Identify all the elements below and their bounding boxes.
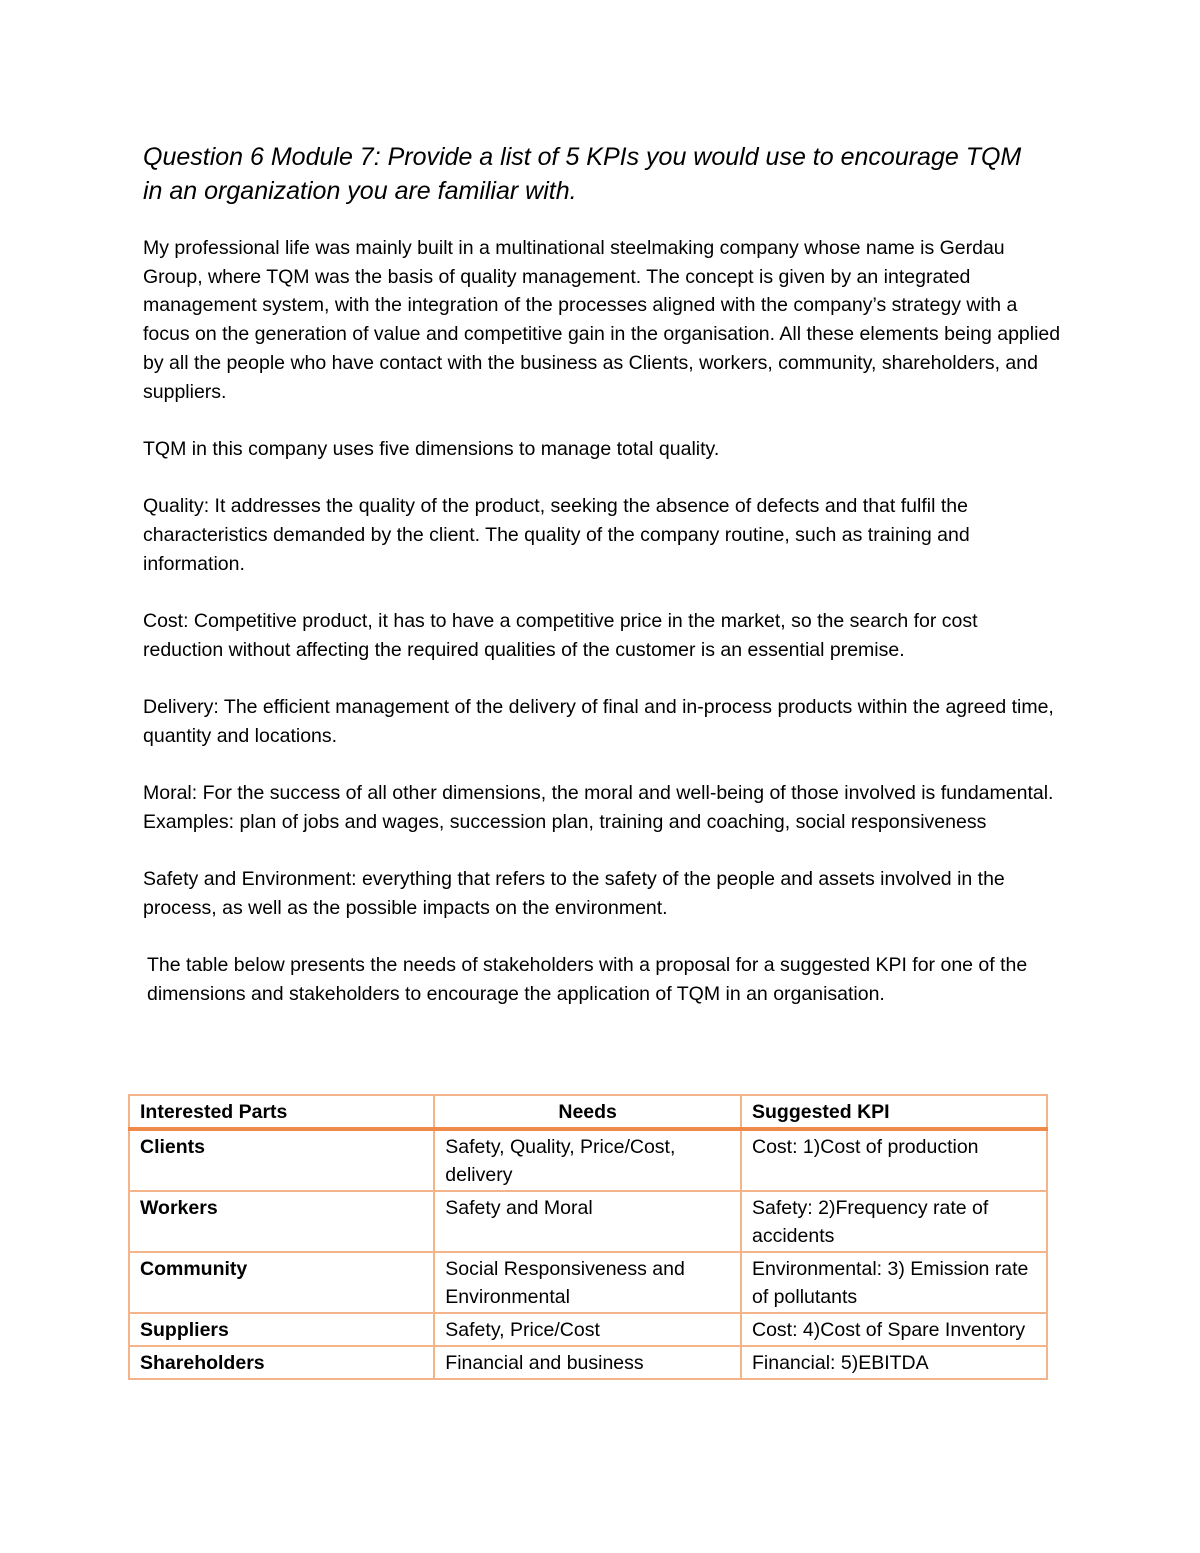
cell-part: Suppliers xyxy=(129,1313,434,1346)
table-row xyxy=(129,1129,1047,1191)
cell-needs: Safety, Price/Cost xyxy=(434,1313,741,1346)
cell-kpi: Safety: 2)Frequency rate of accidents xyxy=(741,1191,1047,1252)
header-suggested-kpi: Suggested KPI xyxy=(741,1095,1047,1129)
cell-needs: Social Responsiveness and Environmental xyxy=(434,1252,741,1313)
cell-needs: Safety, Quality, Price/Cost, delivery xyxy=(434,1129,741,1191)
body-text xyxy=(143,234,1063,1038)
table-header-row xyxy=(129,1095,1047,1129)
table-row xyxy=(129,1191,1047,1252)
cell-part: Workers xyxy=(129,1191,434,1252)
intro-paragraph: My professional life was mainly built in a multinational steelmaking company whose name is Gerdau Group, where TQM was the basis of quality management. The concept is given by an integrated management system, with the integration of the processes aligned with the company’s strategy with a focus on the generation of value and competitive gain in the organisation. All these elements being applied by all the people who have contact with the business as Clients, workers, community, shareholders, and suppliers. xyxy=(143,237,1061,403)
cell-kpi: Cost: 4)Cost of Spare Inventory xyxy=(741,1313,1047,1346)
table-row xyxy=(129,1252,1047,1313)
question-heading: Question 6 Module 7: Provide a list of 5 KPIs you would use to encourage TQM in an organization you are familiar with. xyxy=(143,143,1022,205)
quality-paragraph: Quality: It addresses the quality of the product, seeking the absence of defects and that fulfil the characteristics demanded by the client. The quality of the company routine, such as training and information. xyxy=(143,495,970,575)
cell-kpi: Cost: 1)Cost of production xyxy=(741,1129,1047,1191)
moral-paragraph: Moral: For the success of all other dimensions, the moral and well-being of those involved is fundamental. Examples: plan of jobs and wages, succession plan, training and coaching, social responsiveness xyxy=(143,782,1054,833)
cell-needs: Financial and business xyxy=(434,1346,741,1379)
cell-part: Shareholders xyxy=(129,1346,434,1379)
cell-needs: Safety and Moral xyxy=(434,1191,741,1252)
header-needs: Needs xyxy=(434,1095,741,1129)
cell-part: Community xyxy=(129,1252,434,1313)
cell-kpi: Financial: 5)EBITDA xyxy=(741,1346,1047,1379)
cell-part: Clients xyxy=(129,1129,434,1191)
table-row xyxy=(129,1346,1047,1379)
header-interested-parts: Interested Parts xyxy=(129,1095,434,1129)
dimensions-paragraph: TQM in this company uses five dimensions to manage total quality. xyxy=(143,437,720,460)
delivery-paragraph: Delivery: The efficient management of the delivery of final and in-process products within the agreed time, quantity and locations. xyxy=(143,696,1054,747)
cost-paragraph: Cost: Competitive product, it has to have a competitive price in the market, so the search for cost reduction without affecting the required qualities of the customer is an essential premise. xyxy=(143,610,978,661)
table-intro-paragraph: The table below presents the needs of stakeholders with a proposal for a suggested KPI for one of the dimensions and stakeholders to encourage the application of TQM in an organisation. xyxy=(147,954,1028,1006)
cell-kpi: Environmental: 3) Emission rate of pollutants xyxy=(741,1252,1047,1313)
safety-paragraph: Safety and Environment: everything that refers to the safety of the people and assets involved in the process, as well as the possible impacts on the environment. xyxy=(143,868,1005,920)
kpi-table xyxy=(128,1094,1048,1380)
table-row xyxy=(129,1313,1047,1346)
